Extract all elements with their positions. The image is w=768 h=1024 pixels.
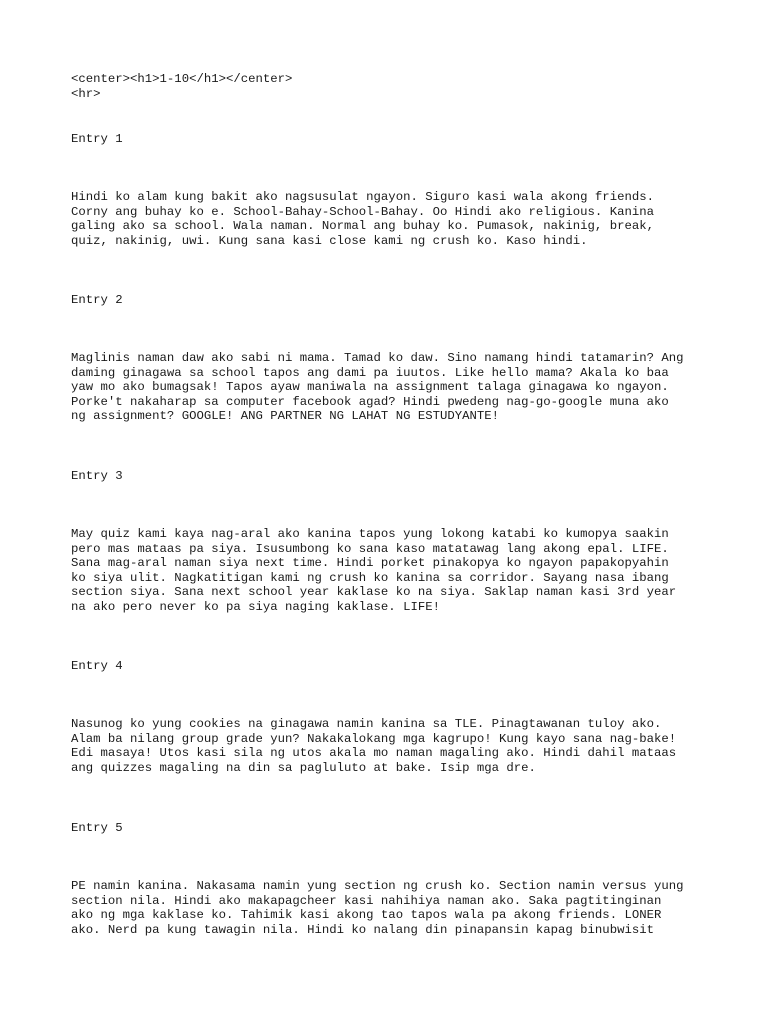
entry-line: Edi masaya! Utos kasi sila ng utos akala mo naman magaling ako. Hindi dahil mataas: [71, 746, 677, 761]
entry-line: ng assignment? GOOGLE! ANG PARTNER NG LAHAT NG ESTUDYANTE!: [71, 409, 500, 424]
entry-line: ako ng mga kaklase ko. Tahimik kasi akong tao tapos wala pa akong friends. LONER: [71, 908, 662, 923]
entry-line: ako. Nerd pa kung tawagin nila. Hindi ko nalang din pinapansin kapag binubwisit: [71, 922, 654, 937]
entry-line: Porke't nakaharap sa computer facebook agad? Hindi pwedeng nag-go-google muna ako: [71, 394, 669, 409]
entry-line: ang quizzes magaling na din sa pagluluto at bake. Isip mga dre.: [71, 760, 536, 775]
entry-line: Hindi ko alam kung bakit ako nagsusulat ngayon. Siguro kasi wala akong friends.: [71, 190, 654, 204]
entry-line: Sana mag-aral naman siya next time. Hindi porket pinakopya ko ngayon papakopyahin: [71, 556, 669, 571]
entry-line: Maglinis naman daw ako sabi ni mama. Tamad ko daw. Sino namang hindi tatamarin? Ang: [71, 351, 684, 365]
entry-title: Entry 3: [71, 469, 123, 483]
entry-line: Nasunog ko yung cookies na ginagawa namin kanina sa TLE. Pinagtawanan tuloy ako.: [71, 717, 662, 731]
entry-line: yaw mo ako bumagsak! Tapos ayaw maniwala na assignment talaga ginagawa ko ngayon.: [71, 380, 669, 395]
entry-line: Alam ba nilang group grade yun? Nakakalokang mga kagrupo! Kung kayo sana nag-bake!: [71, 731, 677, 746]
entry-body: [71, 190, 731, 248]
entry-line: pero mas mataas pa siya. Isusumbong ko sana kaso matatawag lang akong epal. LIFE.: [71, 541, 669, 556]
entry-title: Entry 1: [71, 132, 123, 146]
entry-line: daming ginagawa sa school tapos ang dami pa iuutos. Like hello mama? Akala ko baa: [71, 365, 669, 380]
header-markup-line: <center><h1>1-10</h1></center>: [71, 72, 293, 86]
entry-title: Entry 4: [71, 659, 123, 673]
header-hr-line: <hr>: [71, 86, 101, 101]
entry-line: Corny ang buhay ko e. School-Bahay-School-Bahay. Oo Hindi ako religious. Kanina: [71, 204, 654, 219]
entry-line: ko siya ulit. Nagkatitigan kami ng crush ko kanina sa corridor. Sayang nasa ibang: [71, 570, 669, 585]
header-block: [71, 72, 292, 101]
entry-line: PE namin kanina. Nakasama namin yung section ng crush ko. Section namin versus yung: [71, 879, 684, 893]
entry-line: section nila. Hindi ako makapagcheer kasi nahihiya naman ako. Saka pagtitinginan: [71, 893, 662, 908]
entry-body: [71, 351, 731, 424]
entry-body: [71, 717, 731, 775]
entry-title: Entry 5: [71, 821, 123, 835]
entry-line: galing ako sa school. Wala naman. Normal ang buhay ko. Pumasok, nakinig, break,: [71, 219, 654, 234]
entry-line: quiz, nakinig, uwi. Kung sana kasi close kami ng crush ko. Kaso hindi.: [71, 233, 588, 248]
entry-line: section siya. Sana next school year kaklase ko na siya. Saklap naman kasi 3rd year: [71, 585, 677, 600]
entry-body: [71, 527, 731, 615]
entry-title: Entry 2: [71, 293, 123, 307]
entry-line: na ako pero never ko pa siya naging kaklase. LIFE!: [71, 599, 440, 614]
entry-line: May quiz kami kaya nag-aral ako kanina tapos yung lokong katabi ko kumopya saakin: [71, 527, 669, 541]
entry-body: [71, 879, 731, 937]
